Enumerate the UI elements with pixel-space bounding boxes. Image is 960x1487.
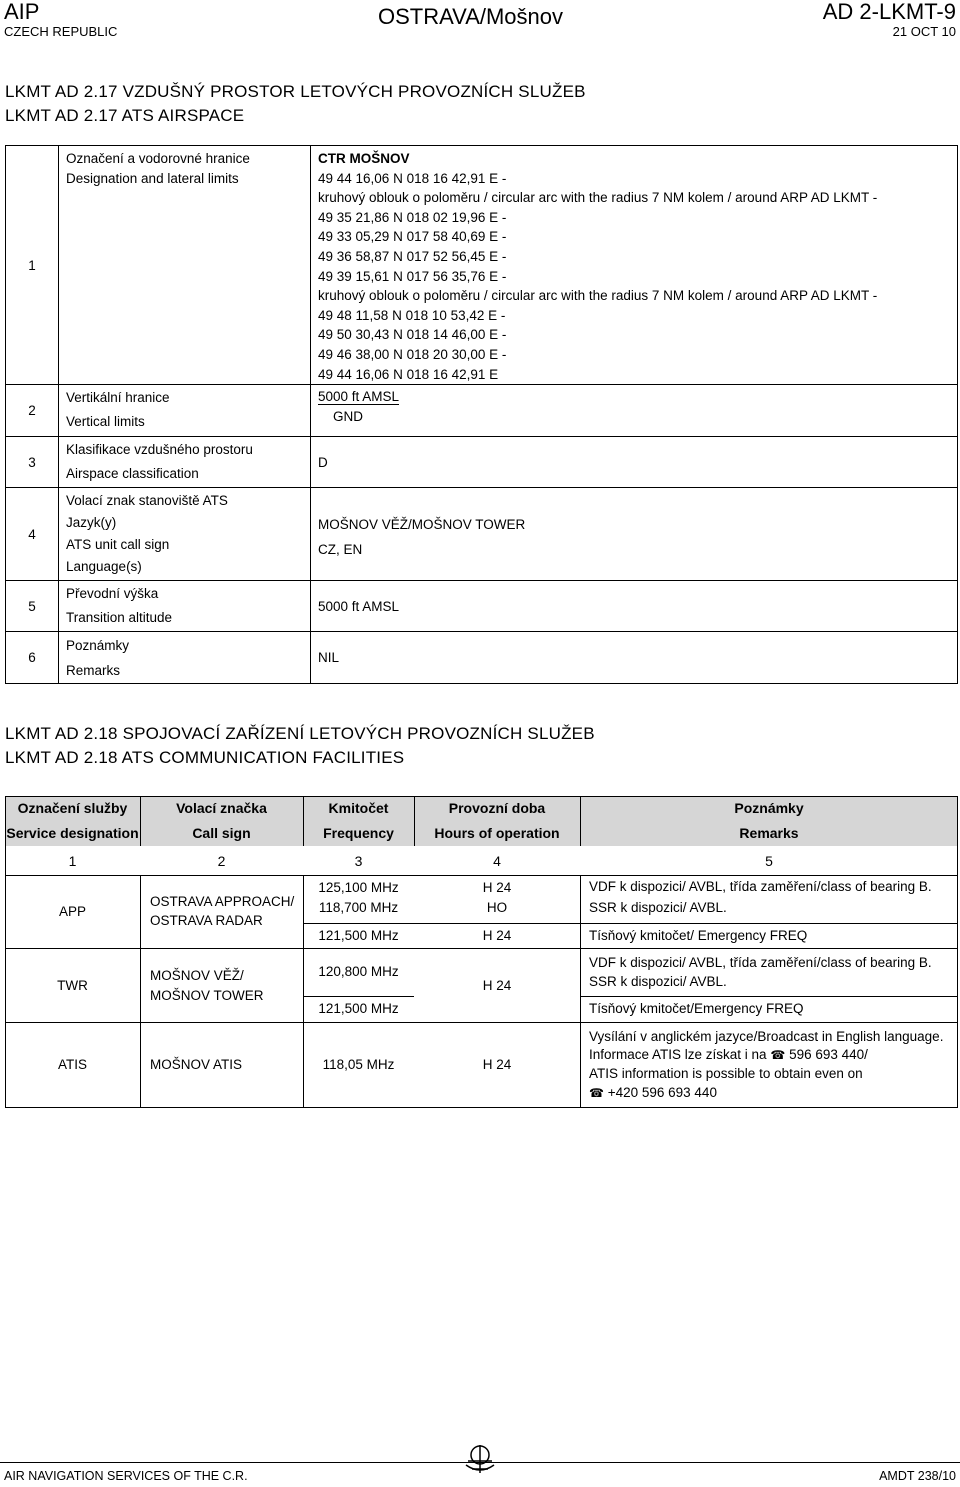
coord-line: kruhový oblouk o poloměru / circular arc with the radius 7 NM kolem / around ARP AD LKMT -: [318, 190, 878, 206]
label-en: ATS unit call sign: [66, 537, 170, 553]
service-app: APP: [58, 904, 86, 919]
col-header-hours-cz: Provozní doba: [448, 800, 546, 816]
col-header-hours-en: Hours of operation: [434, 825, 560, 841]
page-title: OSTRAVA/Mošnov: [378, 4, 564, 29]
remarks-app-3: Tísňový kmitočet/ Emergency FREQ: [589, 928, 808, 943]
airspace-title-cz: LKMT AD 2.17 VZDUŠNÝ PROSTOR LETOVÝCH PROVOZNÍCH SLUŽEB: [5, 82, 586, 101]
page-id: AD 2-LKMT-9: [822, 0, 956, 24]
coord-line: 49 48 11,58 N 018 10 53,42 E -: [318, 307, 506, 323]
hours-twr: H 24: [482, 978, 512, 993]
callsign-twr-1: MOŠNOV VĚŽ/: [150, 968, 244, 983]
remarks-atis-2: [589, 1045, 868, 1066]
airspace-row-6: [6, 632, 958, 684]
coord-line: 49 36 58,87 N 017 52 56,45 E -: [318, 248, 507, 264]
row-sep: [580, 996, 958, 997]
coord-line: 49 44 16,06 N 018 16 42,91 E: [318, 366, 499, 382]
remarks-atis-4: [589, 1083, 717, 1104]
col-sep: [140, 876, 141, 1108]
service-twr: TWR: [57, 978, 88, 993]
row-number: 5: [6, 581, 59, 632]
airspace-class: D: [311, 437, 958, 488]
col-header-freq-cz: Kmitočet: [328, 800, 389, 816]
col-header-remarks-en: Remarks: [739, 825, 799, 841]
col-header-freq-en: Frequency: [323, 825, 394, 841]
coord-line: 49 50 30,43 N 018 14 46,00 E -: [318, 327, 507, 343]
hours-app-2: HO: [486, 900, 508, 915]
freq-atis: 118,05 MHz: [322, 1057, 395, 1072]
coord-line: 49 46 38,00 N 018 20 30,00 E -: [318, 346, 507, 362]
remarks-twr-1: VDF k dispozici/ AVBL, třída zaměření/class of bearing B.: [589, 955, 932, 970]
col-header-callsign-cz: Volací značka: [176, 800, 267, 816]
remarks-atis-2a: Informace ATIS lze získat i na: [589, 1047, 767, 1062]
col-header-service-cz: Označení služby: [17, 800, 128, 816]
comms-title-en: LKMT AD 2.18 ATS COMMUNICATION FACILITIES: [5, 748, 405, 767]
airspace-row-1: [6, 146, 958, 385]
col-number: 3: [354, 853, 363, 869]
row-number: 3: [6, 437, 59, 488]
col-number: 1: [68, 853, 77, 869]
remarks-atis-3: ATIS information is possible to obtain even on: [589, 1066, 863, 1081]
row-sep: [5, 948, 958, 949]
comms-title-cz: LKMT AD 2.18 SPOJOVACÍ ZAŘÍZENÍ LETOVÝCH PROVOZNÍCH SLUŽEB: [5, 724, 595, 743]
hours-atis: H 24: [482, 1057, 512, 1072]
lateral-limits: [311, 146, 958, 385]
freq-twr-2: 121,500 MHz: [318, 1001, 399, 1016]
col-sep: [580, 876, 581, 1108]
remarks-twr-3: Tísňový kmitočet/Emergency FREQ: [589, 1001, 804, 1016]
label-cz: Označení a vodorovné hranice: [66, 151, 250, 166]
label-en: Transition altitude: [66, 610, 173, 626]
row-number: 2: [6, 385, 59, 437]
airspace-row-2: [6, 385, 958, 437]
label-cz: Volací znak stanoviště ATS: [66, 493, 228, 509]
col-number: 2: [217, 853, 226, 869]
col-number: 4: [493, 853, 501, 869]
label-en: Airspace classification: [66, 466, 199, 482]
row-label: [59, 437, 311, 488]
service-atis: ATIS: [57, 1057, 87, 1072]
transition-altitude: 5000 ft AMSL: [311, 581, 958, 632]
col-header-callsign-en: Call sign: [192, 825, 251, 841]
ats-callsign: MOŠNOV VĚŽ/MOŠNOV TOWER: [318, 517, 526, 533]
languages: CZ, EN: [318, 542, 363, 558]
row-number: 4: [6, 488, 59, 581]
coord-line: 49 39 15,61 N 017 56 35,76 E -: [318, 268, 507, 284]
col-number: 5: [765, 853, 773, 869]
phone-icon: ☎: [770, 1048, 786, 1062]
callsign-atis: MOŠNOV ATIS: [150, 1057, 243, 1072]
airspace-title-en: LKMT AD 2.17 ATS AIRSPACE: [5, 106, 245, 125]
airspace-table: [5, 145, 958, 684]
row-label: [59, 488, 311, 581]
freq-twr-1: 120,800 MHz: [318, 964, 399, 979]
label-en: Remarks: [66, 663, 121, 679]
callsign-twr-2: MOŠNOV TOWER: [150, 988, 264, 1003]
lower-limit: GND: [333, 408, 363, 424]
hours-app-3: H 24: [482, 928, 512, 943]
country-label: CZECH REPUBLIC: [4, 24, 118, 39]
callsign-app-2: OSTRAVA RADAR: [150, 913, 263, 928]
vertical-limits: [311, 385, 958, 437]
col-header-remarks-cz: Poznámky: [734, 800, 804, 816]
col-header-service-en: Service designation: [6, 825, 139, 841]
remarks-app-1: VDF k dispozici/ AVBL, třída zaměření/class of bearing B.: [589, 879, 932, 894]
freq-app-1: 125,100 MHz: [318, 880, 399, 895]
row-label: [59, 581, 311, 632]
remarks-app-2: SSR k dispozici/ AVBL.: [589, 900, 727, 915]
row-sep: [5, 1022, 958, 1023]
coord-line: 49 44 16,06 N 018 16 42,91 E -: [318, 170, 507, 186]
label-cz: Převodní výška: [66, 586, 159, 602]
callsign-cell: [311, 488, 958, 581]
coord-line: 49 33 05,29 N 017 58 40,69 E -: [318, 229, 507, 245]
coord-line: kruhový oblouk o poloměru / circular arc with the radius 7 NM kolem / around ARP AD LKMT -: [318, 288, 878, 304]
coord-line: 49 35 21,86 N 018 02 19,96 E -: [318, 209, 507, 225]
remarks-value: NIL: [311, 632, 958, 684]
row-label: [59, 632, 311, 684]
row-label: [59, 146, 311, 385]
airspace-row-3: [6, 437, 958, 488]
row-sep: [303, 996, 414, 997]
remarks-twr-2: SSR k dispozici/ AVBL.: [589, 974, 727, 989]
upper-limit-wrap: [318, 387, 957, 407]
airspace-row-5: [6, 581, 958, 632]
row-label: [59, 385, 311, 437]
remarks-atis-1: Vysílání v anglickém jazyce/Broadcast in English language.: [589, 1029, 944, 1044]
label-cz2: Jazyk(y): [66, 515, 117, 531]
label-cz: Vertikální hranice: [66, 390, 170, 406]
callsign-app-1: OSTRAVA APPROACH/: [150, 894, 295, 909]
label-cz: Poznámky: [66, 638, 130, 654]
ctr-name: CTR MOŠNOV: [318, 151, 410, 166]
row-number: 1: [6, 146, 59, 385]
row-sep: [303, 923, 958, 924]
phone-1: 596 693 440/: [789, 1047, 868, 1062]
label-en2: Language(s): [66, 559, 142, 575]
freq-app-2: 118,700 MHz: [318, 900, 399, 915]
row-number: 6: [6, 632, 59, 684]
aip-label: AIP: [4, 0, 40, 24]
label-cz: Klasifikace vzdušného prostoru: [66, 442, 253, 458]
label-en: Vertical limits: [66, 414, 145, 430]
phone-2: +420 596 693 440: [607, 1085, 717, 1100]
hours-app-1: H 24: [482, 880, 512, 895]
issue-date: 21 OCT 10: [892, 24, 956, 39]
ans-logo-icon: [462, 1443, 498, 1477]
footer-amdt: AMDT 238/10: [879, 1469, 956, 1483]
upper-limit: 5000 ft AMSL: [318, 389, 400, 405]
label-en: Designation and lateral limits: [66, 170, 239, 186]
footer-org: AIR NAVIGATION SERVICES OF THE C.R.: [4, 1469, 248, 1483]
airspace-row-4: [6, 488, 958, 581]
freq-app-3: 121,500 MHz: [318, 928, 399, 943]
phone-icon: ☎: [589, 1086, 604, 1100]
